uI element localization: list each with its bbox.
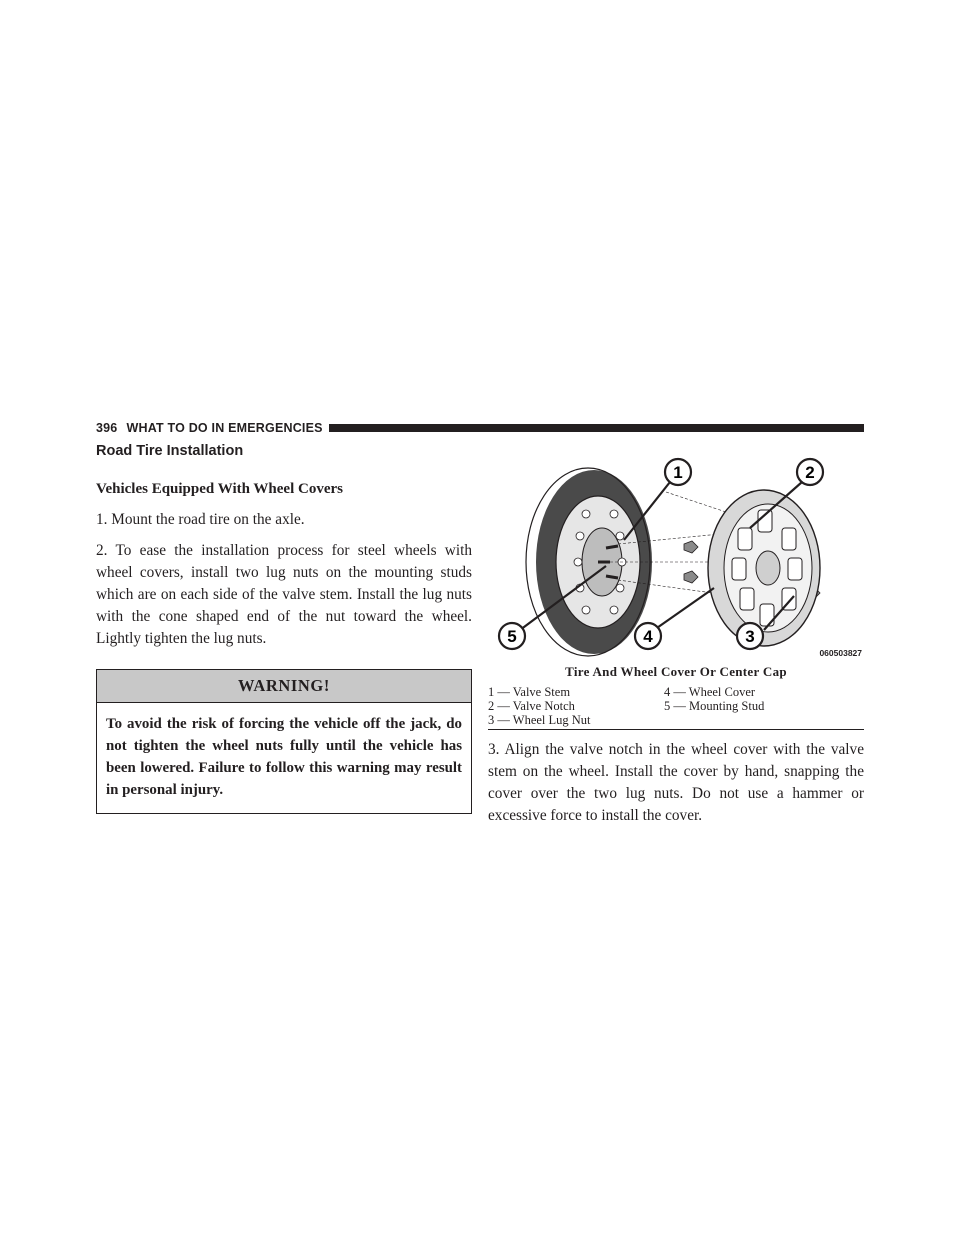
figure-caption: Tire And Wheel Cover Or Center Cap [565, 664, 787, 679]
legend-item: 1 — Valve Stem [488, 685, 571, 699]
legend-item: 4 — Wheel Cover [664, 685, 756, 699]
right-column [488, 440, 864, 836]
callout-3-label: 3 [745, 627, 755, 646]
wheel-cover-drawing [488, 444, 864, 662]
legend-item: 2 — Valve Notch [488, 699, 575, 713]
page-number: 396 [96, 421, 118, 435]
legend-item: 3 — Wheel Lug Nut [488, 713, 591, 727]
step-1: 1. Mount the road tire on the axle. [96, 511, 305, 528]
figure-code: 060503827 [819, 648, 862, 658]
callout-4-label: 4 [643, 627, 653, 646]
warning-title: WARNING! [97, 670, 471, 703]
wheel-cover-center [756, 551, 780, 585]
step-2: 2. To ease the installation process for steel wheels with wheel covers, install two lug nuts on the mounting studs which are on each side of the valve stem. Install the lug nuts with the cone shaped end of the nut toward the wheel. Lightly tighten the lug nuts. [96, 542, 472, 647]
callout-1-label: 1 [673, 463, 683, 482]
running-section-title: WHAT TO DO IN EMERGENCIES [126, 421, 323, 435]
legend-item: 5 — Mounting Stud [664, 699, 765, 713]
wheel-cover-illustration [488, 444, 864, 662]
subheading: Vehicles Equipped With Wheel Covers [96, 481, 343, 497]
left-column [96, 440, 472, 814]
step-3: 3. Align the valve notch in the wheel cover with the valve stem on the wheel. Install the cover by hand, snapping the cover over the two lug nuts. Do not use a hammer or excessive force to install the cover. [488, 741, 864, 824]
callout-5-label: 5 [507, 627, 517, 646]
warning-text: To avoid the risk of forcing the vehicle off the jack, do not tighten the wheel nuts fully until the vehicle has been lowered. Failure to follow this warning may result in personal injury. [106, 716, 462, 798]
warning-box [96, 669, 472, 814]
figure-legend [488, 685, 864, 730]
legend-item [664, 713, 864, 727]
callout-2-label: 2 [805, 463, 815, 482]
header-rule [329, 424, 864, 432]
page-header [96, 419, 864, 437]
section-title: Road Tire Installation [96, 443, 244, 459]
